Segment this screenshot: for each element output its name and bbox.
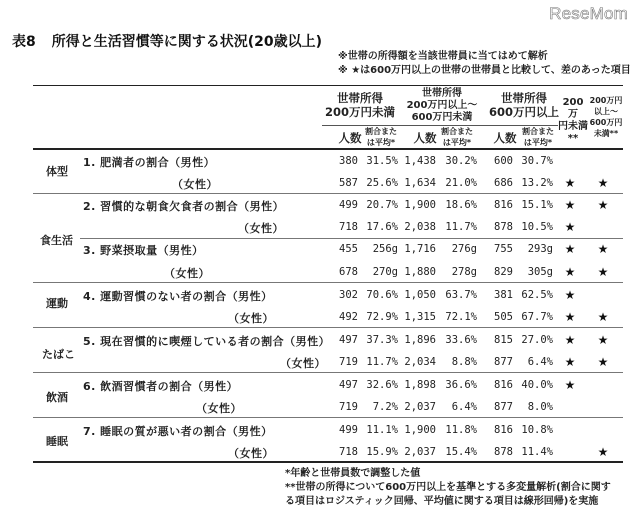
cell-count-under200: 492 — [339, 311, 358, 323]
cell-count-600plus: 878 — [494, 221, 513, 233]
cell-count-under200: 719 — [339, 401, 358, 413]
sig-under200-star-icon: ★ — [564, 220, 576, 234]
sig-under200-star-icon: ★ — [564, 288, 576, 302]
cell-rate-600plus: 11.4% — [521, 446, 553, 458]
header-group-2: 世帯所得 200万円以上～ 600万円未満 — [406, 88, 478, 123]
site-logo: ReseMom — [549, 4, 628, 23]
cell-rate-600plus: 67.7% — [521, 311, 553, 323]
subheader-rate-1: 割合また は平均* — [365, 127, 397, 147]
cell-count-200to600: 1,438 — [404, 155, 436, 167]
table-number: 表8 — [12, 34, 36, 50]
cell-count-200to600: 1,634 — [404, 177, 436, 189]
item-divider — [80, 238, 623, 239]
cell-rate-600plus: 27.0% — [521, 334, 553, 346]
cell-rate-600plus: 6.4% — [527, 356, 553, 368]
cell-rate-200to600: 21.0% — [445, 177, 477, 189]
sig-200to600-star-icon: ★ — [597, 198, 609, 212]
cell-count-200to600: 2,034 — [404, 356, 436, 368]
cell-count-under200: 587 — [339, 177, 358, 189]
section-divider — [33, 282, 623, 283]
category-exercise: 運動 — [46, 297, 68, 310]
cell-count-600plus: 816 — [494, 424, 513, 436]
table-title-text: 所得と生活習慣等に関する状況(20歳以上) — [51, 34, 323, 50]
row-label: （女性） — [164, 267, 210, 280]
subheader-rate-3: 割合また は平均* — [522, 127, 554, 147]
cell-count-under200: 499 — [339, 424, 358, 436]
cell-count-600plus: 755 — [494, 243, 513, 255]
subheader-count-2: 人数 — [413, 131, 437, 145]
note-line: ※ ★は600万円以上の世帯の世帯員と比較して、差のあった項目 — [338, 65, 631, 76]
subheader-count-3: 人数 — [493, 131, 517, 145]
cell-count-under200: 497 — [339, 379, 358, 391]
cell-rate-600plus: 305g — [527, 266, 553, 278]
sig-200to600-star-icon: ★ — [597, 445, 609, 459]
header-sig-200to600: 200万円 以上～ 600万円 未満** — [589, 96, 623, 138]
row-label: 6. 飲酒習慣者の割合（男性） — [83, 380, 239, 393]
cell-rate-200to600: 6.4% — [451, 401, 477, 413]
cell-count-200to600: 2,037 — [404, 446, 436, 458]
cell-count-under200: 497 — [339, 334, 358, 346]
table-top-rule — [33, 85, 623, 86]
footnote-line: る項目はロジスティック回帰、平均値に関する項目は線形回帰)を実施 — [285, 496, 599, 507]
cell-rate-200to600: 72.1% — [445, 311, 477, 323]
cell-count-200to600: 1,898 — [404, 379, 436, 391]
row-label: （女性） — [228, 312, 274, 325]
section-divider — [33, 372, 623, 373]
sig-200to600-star-icon: ★ — [597, 176, 609, 190]
cell-rate-600plus: 15.1% — [521, 199, 553, 211]
cell-rate-200to600: 30.2% — [445, 155, 477, 167]
cell-count-600plus: 829 — [494, 266, 513, 278]
cell-rate-200to600: 36.6% — [445, 379, 477, 391]
row-label: 7. 睡眠の質が悪い者の割合（男性） — [83, 425, 273, 438]
sig-200to600-star-icon: ★ — [597, 310, 609, 324]
category-tobacco: たばこ — [42, 348, 75, 361]
notes-top — [338, 50, 631, 78]
cell-rate-200to600: 276g — [451, 243, 477, 255]
category-diet: 食生活 — [40, 234, 73, 247]
header-group-1: 世帯所得 200万円未満 — [324, 91, 395, 119]
footnote-line: *年齢と世帯員数で調整した値 — [285, 468, 421, 479]
table-title — [12, 31, 322, 51]
sig-200to600-star-icon: ★ — [597, 355, 609, 369]
cell-count-200to600: 1,050 — [404, 289, 436, 301]
cell-count-600plus: 877 — [494, 356, 513, 368]
cell-count-200to600: 1,896 — [404, 334, 436, 346]
cell-count-under200: 455 — [339, 243, 358, 255]
cell-rate-under200: 256g — [372, 243, 398, 255]
sig-under200-star-icon: ★ — [564, 176, 576, 190]
cell-count-600plus: 600 — [494, 155, 513, 167]
sig-200to600-star-icon: ★ — [597, 242, 609, 256]
cell-rate-under200: 15.9% — [366, 446, 398, 458]
category-alcohol: 飲酒 — [46, 391, 68, 404]
cell-rate-under200: 72.9% — [366, 311, 398, 323]
row-label: 4. 運動習慣のない者の割合（男性） — [83, 290, 273, 303]
cell-count-600plus: 877 — [494, 401, 513, 413]
sig-under200-star-icon: ★ — [564, 355, 576, 369]
row-label: （女性） — [280, 357, 326, 370]
section-divider — [33, 193, 623, 194]
cell-rate-under200: 31.5% — [366, 155, 398, 167]
footnote-line: **世帯の所得について600万円以上を基準とする多変量解析(割合に関す — [285, 482, 611, 493]
cell-rate-under200: 270g — [372, 266, 398, 278]
note-line: ※世帯の所得額を当該世帯員に当てはめて解析 — [338, 51, 548, 62]
cell-rate-200to600: 33.6% — [445, 334, 477, 346]
cell-count-600plus: 815 — [494, 334, 513, 346]
subheader-rate-2: 割合また は平均* — [441, 127, 473, 147]
sig-under200-star-icon: ★ — [564, 242, 576, 256]
cell-count-600plus: 686 — [494, 177, 513, 189]
cell-count-under200: 678 — [339, 266, 358, 278]
cell-count-600plus: 878 — [494, 446, 513, 458]
cell-rate-under200: 7.2% — [372, 401, 398, 413]
cell-rate-200to600: 8.8% — [451, 356, 477, 368]
cell-rate-600plus: 10.5% — [521, 221, 553, 233]
cell-count-under200: 719 — [339, 356, 358, 368]
header-group-3: 世帯所得 600万円以上 — [488, 91, 559, 119]
cell-rate-200to600: 278g — [451, 266, 477, 278]
category-body-type: 体型 — [46, 165, 68, 178]
cell-rate-200to600: 11.7% — [445, 221, 477, 233]
cell-rate-600plus: 40.0% — [521, 379, 553, 391]
cell-rate-under200: 70.6% — [366, 289, 398, 301]
cell-count-200to600: 2,038 — [404, 221, 436, 233]
row-label: 5. 現在習慣的に喫煙している者の割合（男性） — [83, 335, 331, 348]
cell-rate-600plus: 62.5% — [521, 289, 553, 301]
row-label: 2. 習慣的な朝食欠食者の割合（男性） — [83, 200, 285, 213]
cell-count-600plus: 381 — [494, 289, 513, 301]
cell-rate-under200: 11.7% — [366, 356, 398, 368]
row-label: （女性） — [228, 447, 274, 460]
cell-rate-200to600: 11.8% — [445, 424, 477, 436]
cell-count-200to600: 2,037 — [404, 401, 436, 413]
table-bottom-rule — [33, 461, 623, 463]
footnotes — [285, 467, 611, 509]
cell-rate-600plus: 13.2% — [521, 177, 553, 189]
section-divider — [33, 327, 623, 328]
cell-count-600plus: 816 — [494, 199, 513, 211]
cell-rate-200to600: 18.6% — [445, 199, 477, 211]
cell-rate-under200: 17.6% — [366, 221, 398, 233]
header-bottom-rule — [33, 148, 623, 150]
sig-under200-star-icon: ★ — [564, 310, 576, 324]
cell-count-200to600: 1,880 — [404, 266, 436, 278]
sig-200to600-star-icon: ★ — [597, 333, 609, 347]
cell-count-under200: 718 — [339, 446, 358, 458]
cell-count-under200: 718 — [339, 221, 358, 233]
cell-rate-under200: 32.6% — [366, 379, 398, 391]
header-sig-under200: 200万 円未満 ** — [558, 97, 588, 144]
cell-rate-under200: 25.6% — [366, 177, 398, 189]
cell-count-under200: 499 — [339, 199, 358, 211]
sig-under200-star-icon: ★ — [564, 378, 576, 392]
cell-rate-under200: 37.3% — [366, 334, 398, 346]
cell-count-600plus: 505 — [494, 311, 513, 323]
sig-under200-star-icon: ★ — [564, 198, 576, 212]
cell-rate-600plus: 293g — [527, 243, 553, 255]
cell-count-200to600: 1,900 — [404, 424, 436, 436]
row-label: （女性） — [172, 178, 218, 191]
cell-rate-600plus: 8.0% — [527, 401, 553, 413]
row-label: （女性） — [238, 222, 284, 235]
cell-rate-200to600: 63.7% — [445, 289, 477, 301]
subheader-count-1: 人数 — [338, 131, 362, 145]
cell-rate-under200: 20.7% — [366, 199, 398, 211]
cell-count-under200: 302 — [339, 289, 358, 301]
cell-count-200to600: 1,315 — [404, 311, 436, 323]
cell-count-200to600: 1,716 — [404, 243, 436, 255]
row-label: 3. 野菜摂取量（男性） — [83, 244, 204, 257]
cell-count-under200: 380 — [339, 155, 358, 167]
row-label: （女性） — [196, 402, 242, 415]
sig-under200-star-icon: ★ — [564, 265, 576, 279]
cell-rate-200to600: 15.4% — [445, 446, 477, 458]
category-sleep: 睡眠 — [46, 435, 68, 448]
cell-count-600plus: 816 — [494, 379, 513, 391]
sig-under200-star-icon: ★ — [564, 333, 576, 347]
section-divider — [33, 417, 623, 418]
cell-rate-under200: 11.1% — [366, 424, 398, 436]
cell-rate-600plus: 30.7% — [521, 155, 553, 167]
cell-count-200to600: 1,900 — [404, 199, 436, 211]
sig-200to600-star-icon: ★ — [597, 265, 609, 279]
cell-rate-600plus: 10.8% — [521, 424, 553, 436]
row-label: 1. 肥満者の割合（男性） — [83, 156, 216, 169]
